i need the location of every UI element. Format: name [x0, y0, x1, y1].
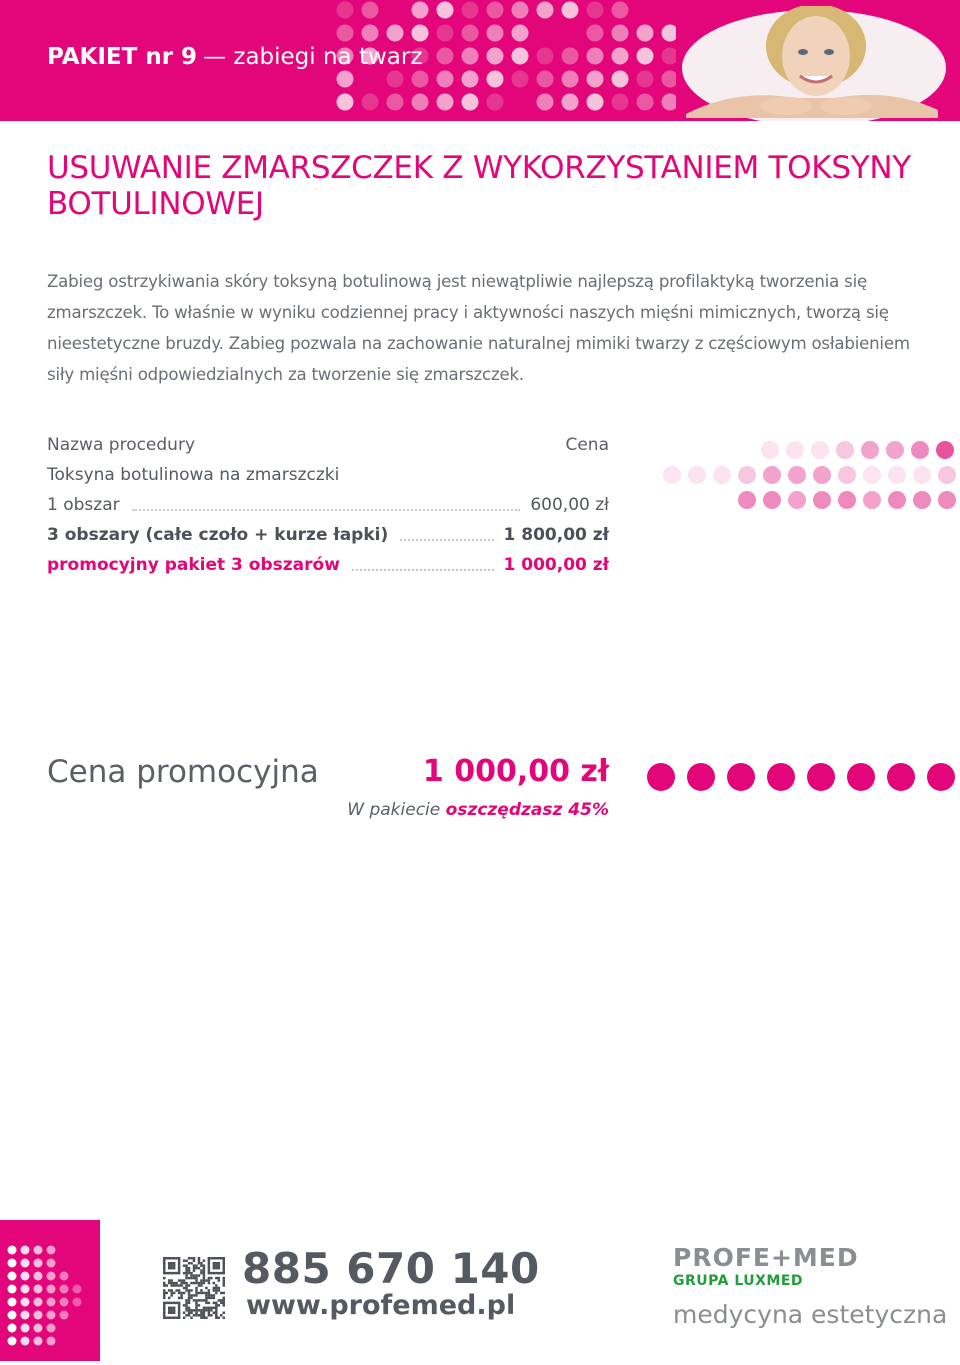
header-dot: [637, 25, 654, 42]
big-dot: [807, 763, 835, 791]
corner-dot: [34, 1246, 43, 1255]
corner-dot: [60, 1298, 69, 1307]
promo-price-value: 1 000,00 zł: [422, 754, 609, 789]
header-dot: [437, 48, 454, 65]
logo-name: PROFE+MED: [673, 1243, 859, 1272]
grid-dot: [663, 466, 681, 484]
header-dot: [412, 71, 429, 88]
corner-dot: [34, 1298, 43, 1307]
header-dot: [512, 48, 529, 65]
corner-dot: [34, 1337, 43, 1346]
grid-dot: [688, 466, 706, 484]
savings-prefix: W pakiecie: [347, 800, 441, 820]
header-dot: [587, 94, 604, 111]
header-dot: [387, 25, 404, 42]
row-price: 600,00 zł: [530, 495, 609, 515]
row-price: 1 800,00 zł: [503, 525, 609, 545]
savings-note: [300, 800, 609, 820]
grid-dot: [813, 466, 831, 484]
header-dot: [362, 94, 379, 111]
intro-paragraph: Zabieg ostrzykiwania skóry toksyną botulinową jest niewątpliwie najlepszą profilaktyką tworzenia się zmarszczek. To właśnie w wyniku codziennej pracy i aktywności naszych mięśni mimicznych, tworzą się nieestetyczne bruzdy. Zabieg pozwala na zachowanie naturalnej mimiki twarzy z częściowym osłabieniem siły mięśni odpowiedzialnych za tworzenie się zmarszczek.: [47, 272, 910, 384]
grid-dot: [836, 441, 854, 459]
corner-dot: [21, 1311, 30, 1320]
grid-dot: [713, 466, 731, 484]
corner-dot: [8, 1259, 17, 1268]
grid-dot: [738, 466, 756, 484]
table-row: [47, 520, 609, 550]
grid-dot: [888, 466, 906, 484]
header-dot: [562, 94, 579, 111]
header-dot: [587, 71, 604, 88]
row-name: 1 obszar: [47, 495, 120, 515]
row-name: promocyjny pakiet 3 obszarów: [47, 555, 340, 575]
header-dot: [587, 48, 604, 65]
corner-dot: [47, 1246, 56, 1255]
corner-dot: [21, 1246, 30, 1255]
corner-dot: [60, 1272, 69, 1281]
corner-dot: [47, 1324, 56, 1333]
corner-dot: [47, 1311, 56, 1320]
header-dot: [637, 94, 654, 111]
big-dot: [647, 763, 675, 791]
header-dot: [562, 48, 579, 65]
corner-dot: [73, 1285, 82, 1294]
corner-dot: [60, 1285, 69, 1294]
grid-dot: [936, 441, 954, 459]
header-dot: [487, 2, 504, 19]
promo-price-label: Cena promocyjna: [47, 754, 319, 790]
table-row: [47, 490, 609, 520]
corner-dot: [34, 1324, 43, 1333]
header-dot: [612, 94, 629, 111]
grid-dot: [788, 466, 806, 484]
corner-dot: [8, 1311, 17, 1320]
decorative-dot-grid: [640, 430, 960, 520]
header-dot: [537, 2, 554, 19]
savings-highlight: oszczędzasz 45%: [445, 800, 609, 820]
header-dot: [612, 48, 629, 65]
grid-dot: [786, 441, 804, 459]
header-dot: [587, 2, 604, 19]
header-dot: [462, 94, 479, 111]
grid-dot: [838, 466, 856, 484]
grid-dot: [761, 441, 779, 459]
grid-dot: [763, 491, 781, 509]
header-dot: [437, 25, 454, 42]
website-link[interactable]: www.profemed.pl: [246, 1290, 516, 1321]
table-row-promo: [47, 550, 609, 580]
grid-dot: [938, 466, 956, 484]
phone-number[interactable]: 885 670 140: [242, 1244, 540, 1293]
column-header-price: Cena: [565, 435, 609, 455]
column-header-name: Nazwa procedury: [47, 435, 196, 455]
header-dot: [412, 2, 429, 19]
corner-dot: [8, 1337, 17, 1346]
header-dot: [387, 71, 404, 88]
grid-dot: [738, 491, 756, 509]
big-dot: [887, 763, 915, 791]
header-dot: [412, 94, 429, 111]
header-dot: [587, 25, 604, 42]
price-table: [47, 430, 609, 580]
header-dot: [362, 25, 379, 42]
header-dot: [537, 94, 554, 111]
grid-dot: [913, 466, 931, 484]
header-dot: [387, 94, 404, 111]
grid-dot: [811, 441, 829, 459]
grid-dot: [911, 441, 929, 459]
header-dot: [337, 71, 354, 88]
header-dot: [437, 94, 454, 111]
corner-dot: [8, 1272, 17, 1281]
corner-dot: [21, 1337, 30, 1346]
grid-dot: [861, 441, 879, 459]
grid-dot: [938, 491, 956, 509]
corner-dot-pattern: [0, 1220, 100, 1361]
header-dot: [537, 71, 554, 88]
profemed-logo: [673, 1243, 933, 1293]
header-dot: [437, 71, 454, 88]
corner-dot: [60, 1311, 69, 1320]
group-label: Toksyna botulinowa na zmarszczki: [47, 465, 340, 485]
big-dot: [727, 763, 755, 791]
header-dot: [462, 25, 479, 42]
tagline: medycyna estetyczna: [673, 1300, 948, 1329]
corner-dot: [21, 1298, 30, 1307]
header-dot: [487, 94, 504, 111]
header-banner: [0, 0, 960, 121]
header-dot: [512, 25, 529, 42]
corner-dot: [21, 1285, 30, 1294]
big-dot: [847, 763, 875, 791]
decorative-big-dots: [646, 760, 960, 794]
corner-dot: [8, 1246, 17, 1255]
header-dot: [612, 2, 629, 19]
header-dot: [437, 2, 454, 19]
header-dot: [462, 48, 479, 65]
table-header: [47, 430, 609, 460]
header-dot: [462, 71, 479, 88]
package-title: [47, 44, 422, 70]
package-subtitle: — zabiegi na twarz: [203, 44, 423, 70]
woman-portrait-photo: [676, 6, 946, 121]
header-dot: [512, 71, 529, 88]
dotted-leader: [352, 569, 494, 571]
corner-dot: [73, 1298, 82, 1307]
big-dot: [767, 763, 795, 791]
header-dot: [612, 25, 629, 42]
grid-dot: [913, 491, 931, 509]
grid-dot: [838, 491, 856, 509]
corner-dot: [47, 1337, 56, 1346]
grid-dot: [863, 491, 881, 509]
big-dot: [687, 763, 715, 791]
table-group-title: [47, 460, 609, 490]
logo-group: GRUPA LUXMED: [673, 1273, 804, 1289]
header-dot: [487, 48, 504, 65]
corner-dot: [8, 1285, 17, 1294]
corner-dot: [34, 1285, 43, 1294]
header-dot: [512, 2, 529, 19]
header-dot: [637, 48, 654, 65]
row-name: 3 obszary (całe czoło + kurze łapki): [47, 525, 389, 545]
corner-dot: [47, 1259, 56, 1268]
corner-dot: [8, 1324, 17, 1333]
grid-dot: [813, 491, 831, 509]
package-number: PAKIET nr 9: [47, 44, 198, 70]
corner-dot: [34, 1311, 43, 1320]
header-dot: [487, 25, 504, 42]
page-title: USUWANIE ZMARSZCZEK Z WYKORZYSTANIEM TOKSYNY BOTULINOWEJ: [47, 150, 911, 222]
corner-dot: [21, 1259, 30, 1268]
header-dot: [537, 48, 554, 65]
header-dot: [412, 25, 429, 42]
header-dot: [612, 71, 629, 88]
header-dot: [337, 94, 354, 111]
header-dot: [337, 2, 354, 19]
grid-dot: [863, 466, 881, 484]
corner-dot: [47, 1272, 56, 1281]
corner-dot: [47, 1285, 56, 1294]
dotted-leader: [132, 509, 521, 511]
corner-dot: [34, 1259, 43, 1268]
grid-dot: [788, 491, 806, 509]
header-dot: [362, 2, 379, 19]
grid-dot: [886, 441, 904, 459]
dotted-leader: [400, 539, 493, 541]
grid-dot: [763, 466, 781, 484]
corner-dot: [21, 1272, 30, 1281]
header-dot: [462, 2, 479, 19]
header-dot: [562, 2, 579, 19]
corner-dot: [34, 1272, 43, 1281]
grid-dot: [888, 491, 906, 509]
footer-corner-block: [0, 1220, 100, 1361]
row-price: 1 000,00 zł: [503, 555, 609, 575]
header-dot: [337, 25, 354, 42]
big-dot: [927, 763, 955, 791]
header-dot: [637, 71, 654, 88]
corner-dot: [47, 1298, 56, 1307]
corner-dot: [8, 1298, 17, 1307]
header-dot: [487, 71, 504, 88]
qr-code[interactable]: [163, 1257, 225, 1319]
corner-dot: [21, 1324, 30, 1333]
header-dot: [562, 71, 579, 88]
